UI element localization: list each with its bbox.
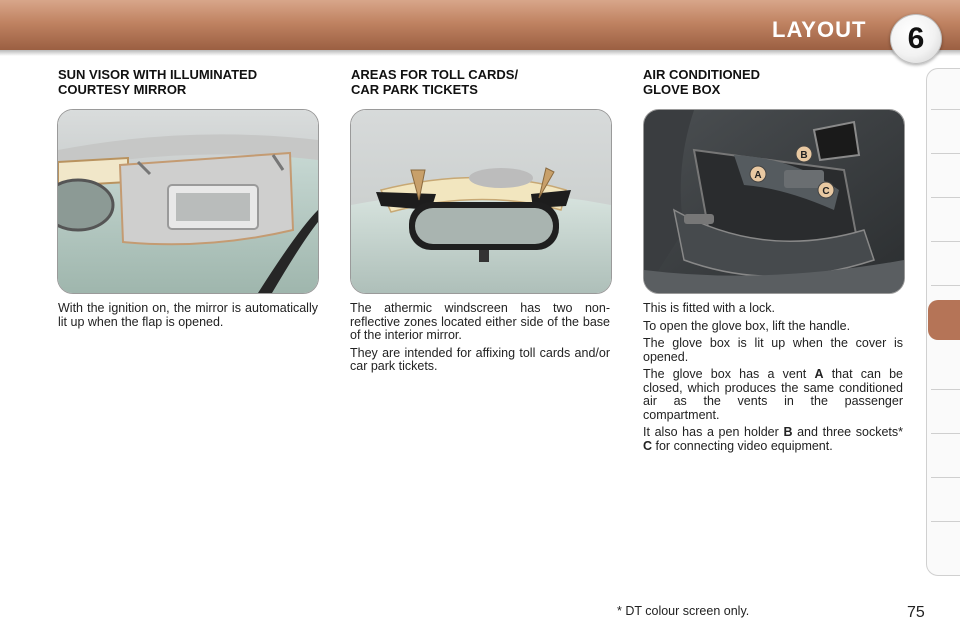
pen-holder-paragraph [643, 426, 903, 453]
tab-divider [931, 389, 960, 390]
tab-divider [931, 521, 960, 522]
label-a: A [754, 170, 762, 181]
pen-text-post: for connecting video equipment. [652, 438, 833, 453]
paragraph: The glove box is lit up when the cover is opened. [643, 336, 903, 364]
vent-text-post: that can be closed, which produces the same conditioned air as the vents in the passenger compartment. [643, 367, 903, 422]
paragraph: This is fitted with a lock. [643, 301, 775, 315]
paragraph: To open the glove box, lift the handle. [643, 318, 851, 333]
glove-box-text [643, 302, 903, 457]
pen-text-pre: It also has a pen holder [643, 425, 784, 439]
glove-box-photo [643, 109, 905, 294]
vent-text-pre: The glove box has a vent [643, 367, 815, 381]
header-shadow [0, 50, 960, 56]
tab-divider [931, 197, 960, 198]
glove-box-illustration [644, 110, 904, 293]
label-c: C [822, 186, 830, 197]
windscreen-zones-photo [350, 109, 612, 294]
title-line: GLOVE BOX [643, 82, 721, 97]
sun-visor-mirror-photo [57, 109, 319, 294]
section-title-toll-cards [351, 67, 518, 97]
pen-text-mid: and three sockets* [792, 425, 903, 439]
page-number: 75 [907, 604, 925, 621]
chapter-number-badge: 6 [890, 14, 942, 64]
pen-holder-label: B [783, 425, 793, 439]
title-line: SUN VISOR WITH ILLUMINATED [58, 67, 258, 82]
vent-paragraph [643, 368, 903, 422]
section-title-sun-visor [58, 67, 257, 97]
sun-visor-illustration [58, 110, 318, 293]
section-title-glove-box [643, 67, 760, 97]
toll-cards-text [350, 302, 610, 378]
paragraph: With the ignition on, the mirror is automatically lit up when the flap is opened. [58, 301, 318, 329]
tab-divider [931, 241, 960, 242]
tab-divider [931, 285, 960, 286]
title-line: AIR CONDITIONED [643, 67, 760, 82]
windscreen-illustration [351, 110, 611, 293]
title-line: CAR PARK TICKETS [351, 82, 478, 97]
tab-divider [931, 477, 960, 478]
footnote: * DT colour screen only. [617, 604, 750, 618]
tab-divider [931, 153, 960, 154]
tab-divider [931, 109, 960, 110]
vent-label: A [814, 367, 824, 381]
label-b: B [800, 150, 808, 161]
paragraph: They are intended for affixing toll cards and/or car park tickets. [350, 345, 610, 373]
active-chapter-tab[interactable] [928, 300, 960, 340]
tab-divider [931, 433, 960, 434]
title-line: COURTESY MIRROR [58, 82, 187, 97]
sockets-label: C [643, 438, 653, 453]
sun-visor-text [58, 302, 318, 333]
title-line: AREAS FOR TOLL CARDS/ [351, 67, 519, 82]
chapter-title: LAYOUT [772, 17, 867, 42]
paragraph: The athermic windscreen has two non-reflective zones located either side of the base of the interior mirror. [350, 301, 610, 342]
